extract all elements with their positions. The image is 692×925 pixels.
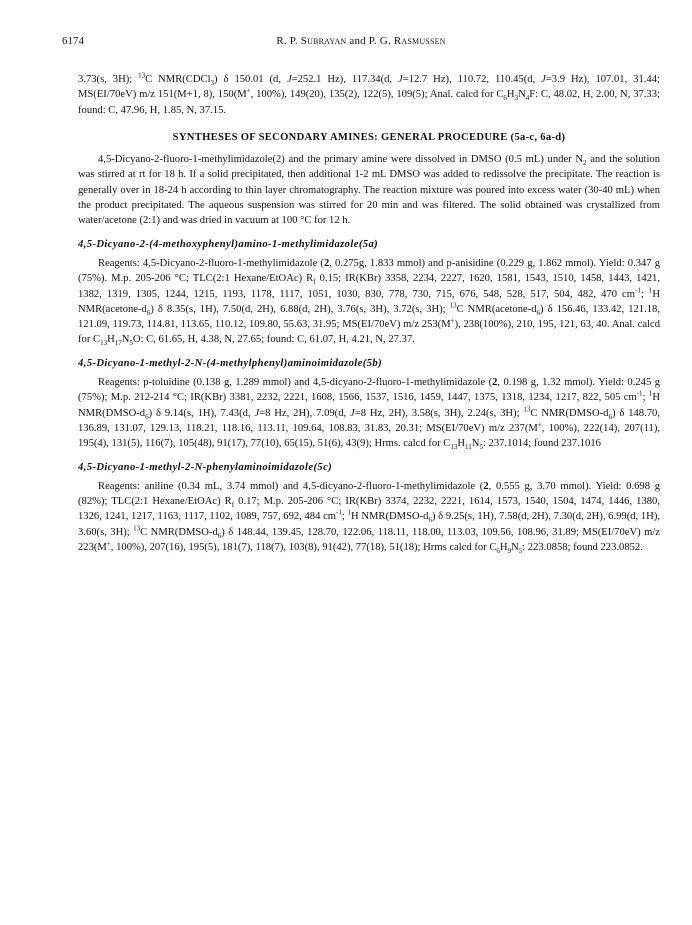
page-number: 6174	[62, 35, 84, 47]
italic-text: J	[286, 74, 292, 85]
text-run: ;	[341, 511, 348, 523]
subscript: 6	[608, 412, 612, 421]
subscript: 13	[450, 443, 458, 452]
text-run: C NMR(DMSO-d	[530, 407, 609, 419]
subscript: 6	[217, 531, 222, 540]
text-run: =3.9 Hz), 107.01, 31.44; MS(EI/70eV) m/z 151(M+1, 8), 150(M	[78, 74, 660, 101]
text-run: Reagents: aniline (0.34 mL, 3.74 mmol) and 4,5-dicyano-2-fluoro-1-methylimidazole (	[98, 480, 484, 492]
text-run: , 0.198 g, 1.32 mmol). Yield: 0.245 g (75%); M.p. 212-214 °C; IR(KBr) 3381, 2232, 2221, 1608, 1566, 1537, 1516, 1459, 1447, 1375, 1318, 1234, 1217, 822, 505 cm	[78, 377, 660, 404]
superscript: 1	[347, 508, 352, 517]
author-2-initials: P. G.	[368, 35, 394, 47]
text-run: , 100%), 207(16), 195(5), 181(7), 118(7), 103(8), 91(42), 77(18), 51(18); Hrms calcd for C	[110, 542, 497, 554]
subscript: f	[313, 278, 316, 287]
text-run: ) δ 156.46, 133.42, 121.18, 121.09, 119.73, 114.81, 113.65, 110.12, 109.80, 55.63, 31.95; MS(EI/70eV) m/z 253(M	[78, 303, 660, 331]
text-run: , 100%), 222(14), 207(11), 195(4), 131(5), 116(7), 105(48), 91(17), 77(10), 65(15), 51(6), 43(9); Hrms. calcd for C	[78, 422, 660, 450]
text-run: : 223.0858; found 223.0852.	[522, 542, 643, 554]
compound-paragraph-5a	[78, 256, 660, 348]
superscript: +	[106, 539, 111, 548]
subscript: 5	[129, 339, 133, 348]
text-run: H	[457, 438, 466, 450]
text-run: H NMR(DMSO-d	[78, 392, 660, 419]
superscript: +	[537, 420, 542, 429]
text-run: ) δ 148.44, 139.45, 128.70, 122.06, 118.11, 118.00, 113.03, 109.56, 108.96, 31.89; MS(EI/70eV) m/z 223(M	[78, 526, 660, 554]
text-run: N	[471, 438, 480, 450]
superscript: 13	[133, 524, 141, 533]
superscript: +	[450, 316, 455, 325]
subscript: 6	[536, 308, 541, 317]
text-run: , 0.555 g, 3.70 mmol). Yield: 0.698 g (82%); TLC(2:1 Hexane/EtOAc) R	[78, 480, 660, 508]
superscript: 13	[523, 405, 531, 414]
running-authors	[62, 35, 660, 47]
text-run: H	[506, 89, 515, 101]
text-run: 4,5-Dicyano-2-fluoro-1-methylimidazole(2) and the primary amine were dissolved in DMSO (0.5 mL) under N	[98, 154, 584, 166]
subscript: 5	[518, 547, 523, 556]
text-run: ), 238(100%), 210, 195, 121, 63, 40. Anal. calcd for C	[78, 319, 661, 346]
author-1-surname: Subrayan	[300, 35, 347, 47]
general-procedure-paragraph	[78, 152, 660, 228]
text-run: ) δ 148.70, 136.89, 131.07, 129.13, 118.21, 118.16, 113.11, 109.64, 108.83, 31.83, 20.31; MS(EI/70eV) m/z 237(M	[78, 407, 660, 434]
text-run: =12.7 Hz), 110.72, 110.45(d,	[402, 74, 542, 85]
superscript: +	[246, 86, 251, 95]
running-header	[62, 35, 660, 51]
subscript: f	[231, 501, 235, 510]
section-heading: SYNTHESES OF SECONDARY AMINES: GENERAL PROCEDURE (5a-c, 6a-d)	[172, 131, 566, 143]
italic-text: J	[350, 407, 355, 419]
text-run: Reagents: 4,5-Dicyano-2-fluoro-1-methylimidazole (	[98, 257, 324, 269]
text-run: Reagents: p-toluidine (0.138 g, 1.289 mmol) and 4,5-dicyano-2-fluoro-1-methylimidazole (	[98, 377, 493, 389]
bold-text: 2	[492, 377, 498, 389]
subscript: 13	[100, 339, 108, 348]
subscript: 5	[479, 443, 483, 452]
italic-text: J	[254, 407, 260, 419]
bold-text: 2	[323, 257, 330, 269]
text-run: and the solution was stirred at rt for 18 h. If a solid precipitated, then additional 1-2 mL DMSO was added to redissolve the precipitate. The reaction is generally over in 18-24 h according to thin layer chromatography. The reaction mixture was poured into excess water (30-40 mL) when the product precipitated. The aqueous suspension was stirred for 20 min and was filtered. The solid obtained was crystallized from water/acetone (2:1) and was dried in vacuum at 100 °C for 12 h.	[78, 154, 660, 227]
subscript: 3	[210, 79, 215, 88]
subscript: 6	[428, 516, 432, 525]
text-run: =8 Hz, 2H), 7.09(d,	[259, 407, 351, 419]
subscript: 11	[465, 443, 472, 452]
text-run: ) δ 9.25(s, 1H), 7.58(d, 2H), 7.30(d, 2H), 6.99(d, 1H), 3.60(s, 3H);	[78, 511, 660, 538]
text-run: H NMR(DMSO-d	[351, 511, 429, 523]
text-run: , 0.275g, 1.833 mmol) and p-anisidine (0.229 g, 1.862 mmol). Yield: 0.347 g (75%). M.p. 205-206 °C; TLC(2:1 Hexane/EtOAc) R	[78, 257, 660, 285]
continued-paragraph	[78, 72, 660, 118]
text-run: ) δ 150.01 (d,	[214, 74, 287, 85]
superscript: -1	[336, 508, 342, 517]
subscript: 3	[514, 94, 519, 103]
text-run: ) δ 8.35(s, 1H), 7.50(d, 2H), 6.88(d, 2H), 3.76(s, 3H), 3.72(s, 3H);	[150, 303, 450, 315]
subscript: 6	[146, 308, 151, 317]
text-run: C NMR(CDCl	[145, 74, 211, 85]
superscript: -1	[636, 389, 643, 398]
text-run: 3.73(s, 3H);	[78, 74, 139, 85]
text-run: H	[107, 334, 115, 346]
subscript: 4	[525, 94, 530, 103]
text-run: O: C, 61.65, H, 4.38, N, 27.65; found: C, 61.07, H, 4.21, N, 27.37.	[132, 334, 415, 346]
text-run: C NMR(acetone-d	[456, 303, 537, 315]
compound-paragraph-5c	[78, 479, 660, 555]
compound-heading-5c: 4,5-Dicyano-1-methyl-2-N-phenylaminoimidazole(5c)	[78, 461, 333, 473]
text-run: ;	[642, 392, 649, 404]
compound-heading-5a: 4,5-Dicyano-2-(4-methoxyphenyl)amino-1-methylimidazole(5a)	[78, 238, 379, 250]
text-run: H NMR(acetone-d	[78, 288, 660, 315]
subscript: 6	[496, 547, 500, 556]
author-conjunction: and	[346, 35, 369, 47]
author-2-surname: Rasmussen	[393, 35, 446, 47]
compound-paragraph-5b	[78, 375, 660, 451]
text-run: F: C, 48.02, H, 2.00, N, 37.33; found: C, 47.96, H, 1.85, N, 37.15.	[78, 89, 660, 116]
subscript: 2	[583, 159, 587, 168]
italic-text: J	[541, 74, 546, 85]
text-run: ;	[640, 288, 649, 300]
subscript: 6	[145, 412, 149, 421]
compound-heading-5b: 4,5-Dicyano-1-methyl-2-N-(4-methylphenyl)aminoimidazole(5b)	[78, 357, 382, 369]
article-body	[78, 72, 660, 555]
italic-text: J	[398, 74, 403, 85]
text-run: 0.17; M.p. 205-206 °C; IR(KBr) 3374, 2232, 2221, 1614, 1573, 1540, 1504, 1474, 1446, 1380, 1326, 1241, 1217, 1163, 1117, 1102, 1089, 757, 692, 484 cm	[78, 496, 660, 523]
bold-text: 2	[483, 480, 489, 492]
text-run: , 100%), 149(20), 135(2), 122(5), 109(5); Anal. calcd for C	[250, 89, 504, 101]
text-run: 0.15; IR(KBr) 3358, 2234, 2227, 1620, 1581, 1543, 1510, 1458, 1443, 1421, 1382, 1319, 1305, 1244, 1215, 1193, 1178, 1117, 1051, 1030, 830, 778, 730, 715, 676, 548, 528, 517, 504, 482, 470 cm	[78, 273, 660, 300]
subscript: 9	[507, 547, 512, 556]
text-run: ) δ 9.14(s, 1H), 7.43(d,	[148, 407, 255, 419]
text-run: =8 Hz, 2H), 3.58(s, 3H), 2.24(s, 3H);	[354, 407, 524, 419]
text-run: C NMR(DMSO-d	[140, 526, 218, 538]
author-1-initials: R. P.	[276, 35, 301, 47]
subscript: 17	[114, 339, 122, 348]
text-run: : 237.1014; found 237.1016	[482, 438, 601, 450]
text-run: N	[121, 334, 130, 346]
superscript: 13	[449, 301, 457, 310]
superscript: 1	[648, 286, 653, 295]
superscript: 1	[648, 389, 653, 398]
text-run: N	[518, 89, 526, 101]
text-run: N	[511, 542, 519, 554]
superscript: -1	[635, 286, 641, 295]
superscript: 13	[138, 71, 146, 80]
text-run: =252.1 Hz), 117.34(d,	[291, 74, 399, 85]
subscript: 6	[503, 94, 507, 103]
text-run: H	[499, 542, 508, 554]
